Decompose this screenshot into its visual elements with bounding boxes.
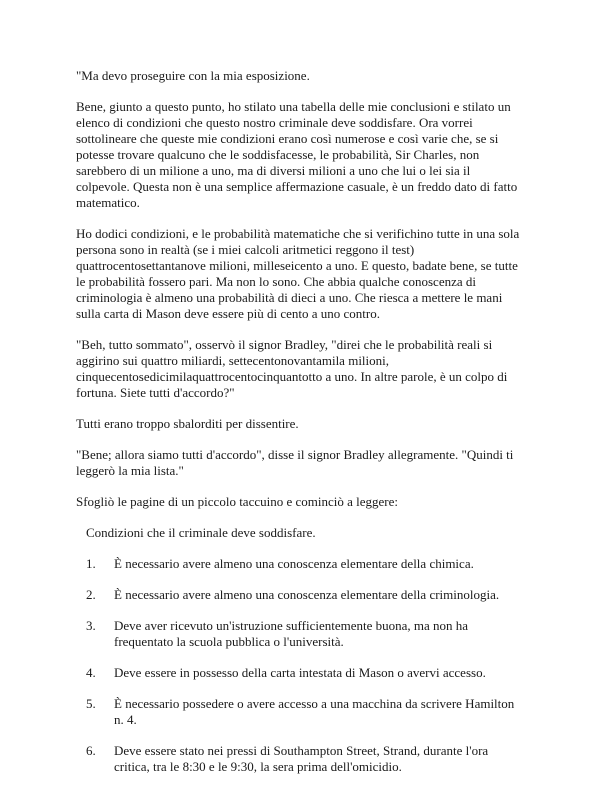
paragraph: "Beh, tutto sommato", osservò il signor Bradley, "direi che le probabilità reali si aggirino sui quattro miliardi, settecentonovantamila milioni, cinquecentosedicimilaquattrocentocinquantotto a uno. In altre parole, è un colpo di fortuna. Siete tutti d'accordo?": [76, 337, 508, 400]
conditions-list: [76, 556, 524, 775]
list-item-text: È necessario possedere o avere accesso a una macchina da scrivere Hamilton n. 4.: [114, 696, 515, 727]
list-item-number: 5.: [86, 696, 96, 711]
list-item-text: È necessario avere almeno una conoscenza elementare della chimica.: [114, 556, 474, 571]
list-item-text: È necessario avere almeno una conoscenza elementare della criminologia.: [114, 587, 500, 602]
list-item-text: Deve essere stato nei pressi di Southampton Street, Strand, durante l'ora critica, tra le 8:30 e le 9:30, la sera prima dell'omicidio.: [114, 743, 489, 774]
list-item-number: 1.: [86, 556, 96, 571]
list-intro: Condizioni che il criminale deve soddisfare.: [86, 525, 316, 540]
list-item-text: Deve aver ricevuto un'istruzione sufficientemente buona, ma non ha frequentato la scuola pubblica o l'università.: [114, 618, 469, 649]
document-page: [76, 68, 524, 790]
list-item-number: 2.: [86, 587, 96, 602]
paragraph: "Bene; allora siamo tutti d'accordo", disse il signor Bradley allegramente. "Quindi ti leggerò la mia lista.": [76, 447, 514, 478]
list-item-number: 4.: [86, 665, 96, 680]
list-item: [86, 743, 524, 775]
paragraph: Bene, giunto a questo punto, ho stilato una tabella delle mie conclusioni e stilato un elenco di condizioni che questo nostro criminale deve soddisfare. Ora vorrei sottolineare che queste mie condizioni erano così numerose e così varie che, se si potesse trovare qualcuno che le soddisfacesse, le probabilità, Sir Charles, non sarebbero di un milione a uno, ma di diversi milioni a uno che lui o lei sia il colpevole. Questa non è una semplice affermazione casuale, è un freddo dato di fatto matematico.: [76, 99, 518, 210]
list-item: [86, 696, 524, 728]
list-item-text: Deve essere in possesso della carta intestata di Mason o avervi accesso.: [114, 665, 486, 680]
list-item-number: 3.: [86, 618, 96, 633]
paragraph: "Ma devo proseguire con la mia esposizione.: [76, 68, 310, 83]
list-item: [86, 665, 524, 681]
paragraph: Tutti erano troppo sbalorditi per dissentire.: [76, 416, 299, 431]
list-item: [86, 556, 524, 572]
list-item: [86, 618, 524, 650]
list-item-number: 6.: [86, 743, 96, 758]
paragraph: Sfogliò le pagine di un piccolo taccuino e cominciò a leggere:: [76, 494, 399, 509]
paragraph: Ho dodici condizioni, e le probabilità matematiche che si verifichino tutte in una sola persona sono in realtà (se i miei calcoli aritmetici reggono il test) quattrocentosettantanove milioni, milleseicento a uno. E questo, badate bene, se tutte le probabilità fossero pari. Ma non lo sono. Che abbia qualche conoscenza di criminologia è almeno una probabilità di dieci a uno. Che riesca a mettere le mani sulla carta di Mason deve essere più di cento a uno contro.: [76, 226, 520, 321]
list-item: [86, 587, 524, 603]
